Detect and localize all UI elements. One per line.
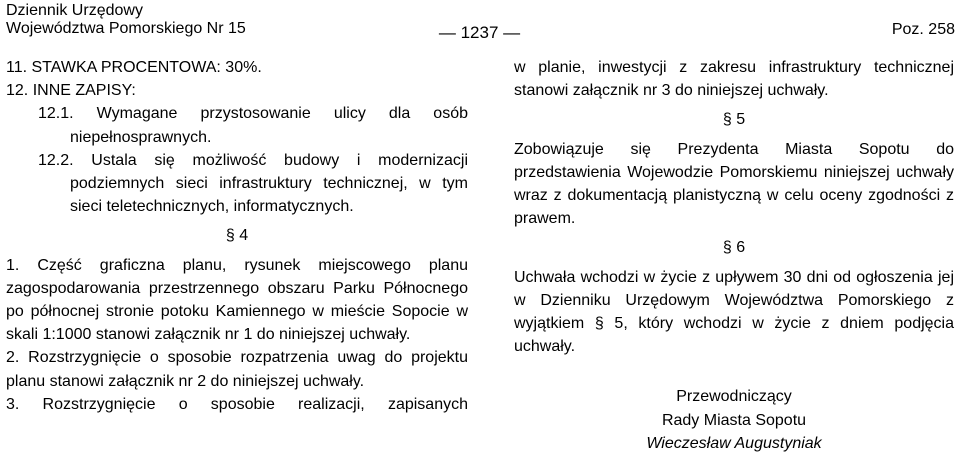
signature-body: Rady Miasta Sopotu xyxy=(661,411,807,429)
section-6-heading: § 6 xyxy=(722,239,746,257)
item-11: 11. STAWKA PROCENTOWA: 30%. xyxy=(6,59,262,76)
section-4-heading: § 4 xyxy=(225,227,249,245)
right-column xyxy=(514,56,954,455)
signature-name: Wieczesław Augustyniak xyxy=(646,434,822,452)
section-5-heading: § 5 xyxy=(722,111,746,129)
left-column xyxy=(6,56,468,416)
paragraph-2: 2. Rozstrzygnięcie o sposobie rozpatrzenia uwag do projektu planu stanowi załącznik nr 2 do niniejszej uchwały. xyxy=(6,349,468,390)
paragraph-section-5: Zobowiązuje się Prezydenta Miasta Sopotu do przedstawienia Wojewodzie Pomorskiemu niniejszej uchwały wraz z dokumentacją planistyczną w celu oceny zgodności z prawem. xyxy=(514,140,954,228)
journal-subtitle: Województwa Pomorskiego Nr 15 xyxy=(6,20,246,37)
signature-title: Przewodniczący xyxy=(676,388,792,406)
page-number: — 1237 — xyxy=(438,23,521,42)
paragraph-section-6: Uchwała wchodzi w życie z upływem 30 dni od ogłoszenia jej w Dzienniku Urzędowym Województwa Pomorskiego z wyjątkiem § 5, który wchodzi w życie z dniem podjęcia uchwały. xyxy=(514,268,954,356)
journal-title: Dziennik Urzędowy xyxy=(6,2,143,19)
position-number: Poz. 258 xyxy=(891,21,955,38)
item-12: 12. INNE ZAPISY: xyxy=(6,82,136,100)
paragraph-1: 1. Część graficzna planu, rysunek miejscowego planu zagospodarowania przestrzennego obszaru Parku Północnego po północnej stronie potoku Kamiennego w mieście Sopocie w skali 1:1000 stanowi załącznik nr 1 do niniejszej uchwały. xyxy=(6,256,468,344)
paragraph-continuation: w planie, inwestycji z zakresu infrastruktury technicznej stanowi załącznik nr 3 do niniejszej uchwały. xyxy=(514,59,954,100)
paragraph-3: 3. Rozstrzygnięcie o sposobie realizacji, zapisanych xyxy=(6,395,468,413)
item-12-1: 12.1. Wymagane przystosowanie ulicy dla osób niepełnosprawnych. xyxy=(38,105,468,146)
item-12-2: 12.2. Ustala się możliwość budowy i modernizacji podziemnych sieci infrastruktury technicznej, w tym sieci teletechnicznych, informatycznych. xyxy=(38,151,468,216)
